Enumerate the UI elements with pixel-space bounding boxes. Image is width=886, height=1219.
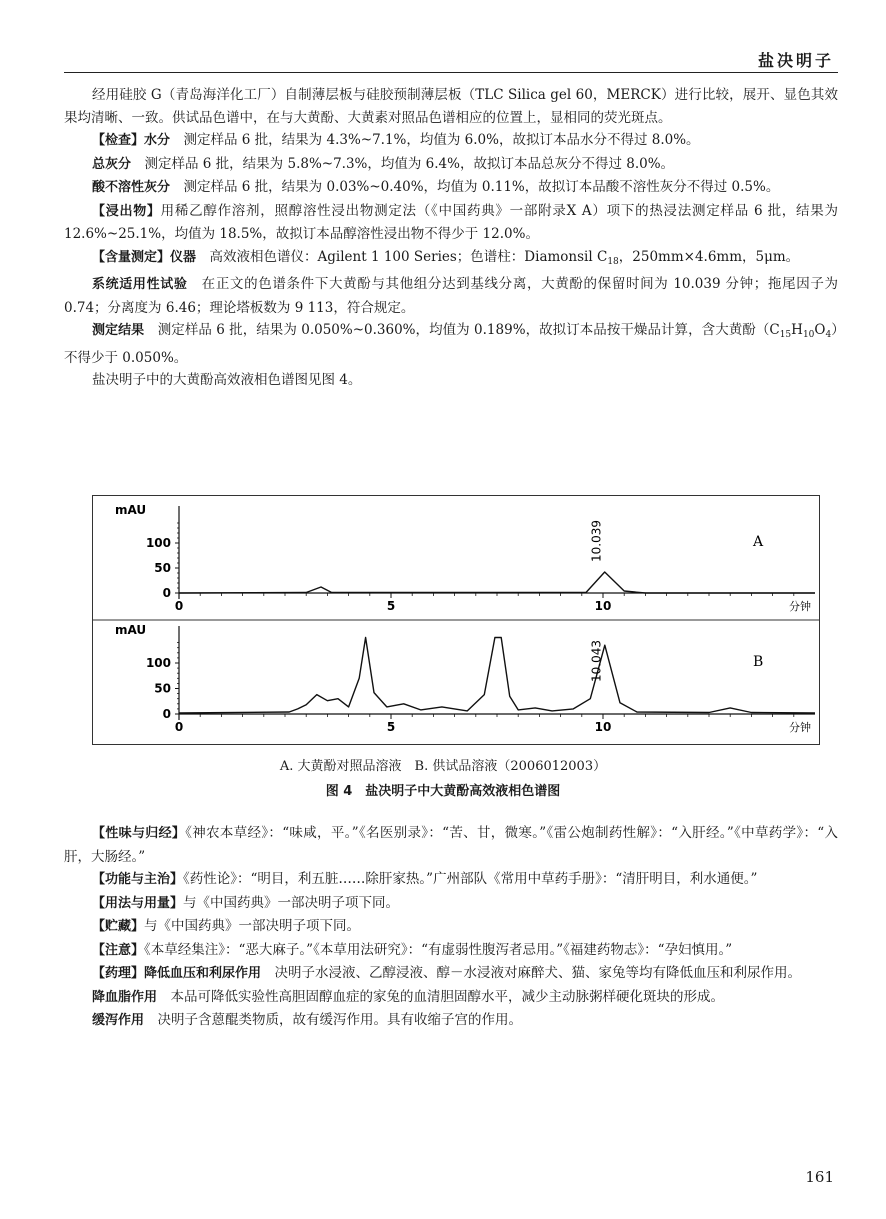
paragraph-suitability: 系统适用性试验 在正文的色谱条件下大黄酚与其他组分达到基线分离，大黄酚的保留时间为 10.039 分钟；拖尾因子为 0.74；分离度为 6.46；理论塔板数为 9 113，符合规定。 [64,276,839,316]
panel-a-x-tick-label: 10 [594,599,612,613]
paragraph-instrument: 【含量测定】仪器 高效液相色谱仪：Agilent 1 100 Series；色谱柱：Diamonsil $C_{18}$，250mm×4.6mm，5μm。 [92,248,800,267]
paragraph-lipid: 降血脂作用 本品可降低实验性高胆固醇血症的家兔的血清胆固醇水平，减少主动脉粥样硬化斑块的形成。 [92,988,725,1005]
panel-b-y-tick-label: 0 [162,707,171,721]
panel-b-x-tick-label: 5 [386,720,396,734]
panel-b-letter: B [753,654,764,670]
paragraph-figure-ref: 盐决明子中的大黄酚高效液相色谱图见图 4。 [92,372,362,388]
panel-a-peak-label: 10.039 [589,520,604,562]
panel-b-x-tick-label: 10 [594,720,612,734]
running-head-title: 盐决明子 [757,51,834,70]
paragraph-tlc: 经用硅胶 G（青岛海洋化工厂）自制薄层板与硅胶预制薄层板（TLC Silica gel 60，MERCK）进行比较，展开、显色其效果均清晰、一致。供试品色谱中，在与大黄酚、大黄素对照品色谱相应的位置上，显相同的荧光斑点。 [64,87,838,126]
panel-b-peak-label: 10.043 [589,640,604,682]
panel-a-y-tick-label: 100 [145,536,171,550]
panel-b-y-tick-label: 50 [154,681,171,696]
paragraph-extract: 【浸出物】用稀乙醇作溶剂，照醇溶性浸出物测定法（《中国药典》一部附录Ⅹ A）项下的热浸法测定样品 6 批，结果为 12.6%~25.1%，均值为 18.5%，故拟订本品醇溶性浸出物不得少于 12.0%。 [64,202,838,242]
panel-a-y-label: mAU [115,503,147,517]
page-number: 161 [805,1168,834,1186]
paragraph-usage: 【用法与用量】与《中国药典》一部决明子项下同。 [92,894,400,911]
chromatogram-figure [92,495,820,745]
figure-subcaption: A. 大黄酚对照品溶液 B. 供试品溶液（2006012003） [279,759,607,774]
body-bottom [64,822,838,1033]
panel-a-letter: A [753,534,764,550]
chromatogram-svg [93,496,819,744]
body-top [64,84,838,392]
panel-a-x-tick-label: 0 [174,599,184,613]
panel-b-trace [179,638,815,714]
running-head [64,46,838,73]
panel-a-y-tick-label: 50 [154,561,171,575]
panel-b-x-label: 分钟 [789,721,811,734]
panel-a-x-tick-label: 5 [386,599,396,613]
paragraph-results: 测定结果 测定样品 6 批，结果为 0.050%~0.360%，均值为 0.189%，故拟订本品按干燥品计算，含大黄酚$(C_{15}H_{10}O_4)$不得少于 0.050%。 [64,322,838,366]
panel-b-x-tick-label: 0 [174,720,184,734]
paragraph-moisture: 【检查】水分 测定样品 6 批，结果为 4.3%~7.1%，均值为 6.0%，故拟订本品水分不得过 8.0%。 [92,132,700,148]
paragraph-function: 【功能与主治】《药性论》：“明目，利五脏……除肝家热。”广州部队《常用中草药手册》：“清肝明目，利水通便。” [92,871,758,887]
paragraph-storage: 【贮藏】与《中国药典》一部决明子项下同。 [92,918,361,934]
panel-a-y-tick-label: 0 [162,586,171,600]
paragraph-acid-ash: 酸不溶性灰分 测定样品 6 批，结果为 0.03%~0.40%，均值为 0.11%，故拟订本品酸不溶性灰分不得过 0.5%。 [92,179,780,195]
panel-b-y-tick-label: 100 [145,656,171,670]
paragraph-laxative: 缓泻作用 决明子含蒽醌类物质，故有缓泻作用。具有收缩子宫的作用。 [92,1012,523,1028]
panel-a-x-label: 分钟 [789,600,811,613]
figure-caption: 图 4 盐决明子中大黄酚高效液相色谱图 [325,784,561,799]
paragraph-taste: 【性味与归经】《神农本草经》：“味咸，平。”《名医别录》：“苦、甘，微寒。”《雷公炮制药性解》：“入肝经。”《中草药学》：“入肝，大肠经。” [64,825,838,865]
paragraph-caution: 【注意】《本草经集注》：“恶大麻子。”《本草用法研究》：“有虚弱性腹泻者忌用。”《福建药物志》：“孕妇慎用。” [92,941,733,958]
panel-a-trace [179,572,815,593]
paragraph-total-ash: 总灰分 测定样品 6 批，结果为 5.8%~7.3%，均值为 6.4%，故拟订本品总灰分不得过 8.0%。 [92,155,675,172]
paragraph-pharmacology: 【药理】降低血压和利尿作用 决明子水浸液、乙醇浸液、醇－水浸液对麻醉犬、猫、家兔等均有降低血压和利尿作用。 [92,965,802,981]
panel-b-y-label: mAU [115,623,147,637]
